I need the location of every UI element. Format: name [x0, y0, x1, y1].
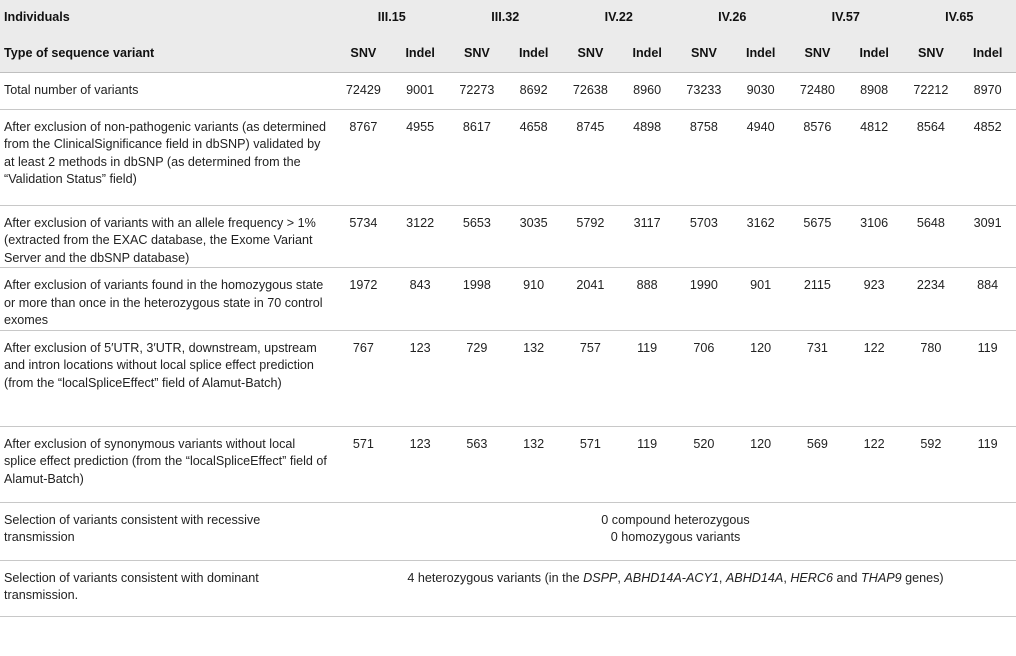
table-cell: 731 [789, 330, 846, 426]
table-cell: 8908 [846, 72, 903, 109]
table-row [0, 426, 1016, 502]
gene-name: ABHD14A [725, 570, 784, 585]
table-cell: 888 [619, 268, 676, 331]
table-cell: 122 [846, 426, 903, 502]
table-cell: 884 [959, 268, 1016, 331]
individual-header: III.15 [377, 10, 406, 25]
table-cell: 3106 [846, 205, 903, 268]
row-label: After exclusion of variants found in the homozygous state or more than once in the heterozygous state in 70 control exomes [0, 268, 335, 331]
table-cell: 8767 [335, 109, 392, 205]
table-cell: 3117 [619, 205, 676, 268]
table-cell: 122 [846, 330, 903, 426]
table-cell: 2041 [562, 268, 619, 331]
table-row [0, 72, 1016, 109]
table-cell: 8758 [676, 109, 733, 205]
table-cell: 4658 [505, 109, 562, 205]
table-cell: 3035 [505, 205, 562, 268]
table-cell: 4955 [392, 109, 449, 205]
table-cell: 923 [846, 268, 903, 331]
snv-header: SNV [917, 46, 944, 60]
table-cell: 72273 [449, 72, 506, 109]
table-cell: 2115 [789, 268, 846, 331]
dominant-suffix: genes) [901, 570, 944, 585]
table-cell: 8564 [903, 109, 960, 205]
table-cell: 767 [335, 330, 392, 426]
table-cell: 569 [789, 426, 846, 502]
separator: , [718, 570, 726, 585]
table-cell: 123 [392, 330, 449, 426]
table-cell: 910 [505, 268, 562, 331]
table-row-recessive [0, 502, 1016, 560]
gene-name: ABHD14A-ACY1 [624, 570, 719, 585]
individual-header: IV.65 [945, 10, 974, 25]
recessive-result [335, 502, 1016, 560]
snv-header: SNV [804, 46, 831, 60]
table-cell: 8970 [959, 72, 1016, 109]
table-cell: 72429 [335, 72, 392, 109]
row-label: Selection of variants consistent with dominant transmission. [0, 560, 335, 616]
dominant-prefix: 4 heterozygous variants (in the [407, 570, 584, 585]
individual-header: IV.26 [718, 10, 747, 25]
snv-header: SNV [577, 46, 604, 60]
indel-header: Indel [632, 46, 662, 60]
table-cell: 9030 [732, 72, 789, 109]
table-cell: 8692 [505, 72, 562, 109]
table-cell: 780 [903, 330, 960, 426]
table-row [0, 109, 1016, 205]
separator: , [783, 570, 791, 585]
table-cell: 843 [392, 268, 449, 331]
table-cell: 120 [732, 426, 789, 502]
table-cell: 9001 [392, 72, 449, 109]
table-row [0, 268, 1016, 331]
row-label: After exclusion of variants with an allele frequency > 1% (extracted from the EXAC database, the Exome Variant Server and the dbSNP database) [0, 205, 335, 268]
table-cell: 3162 [732, 205, 789, 268]
header-row-variant-type [0, 36, 1016, 72]
table-cell: 592 [903, 426, 960, 502]
table-cell: 73233 [676, 72, 733, 109]
table-cell: 72212 [903, 72, 960, 109]
table-cell: 5648 [903, 205, 960, 268]
row-label: After exclusion of 5′UTR, 3′UTR, downstream, upstream and intron locations without local splice effect prediction (from the “localSpliceEffect” field of Alamut-Batch) [0, 330, 335, 426]
table-cell: 563 [449, 426, 506, 502]
gene-name: HERC6 [790, 570, 834, 585]
table-cell: 1990 [676, 268, 733, 331]
row-label: After exclusion of non-pathogenic variants (as determined from the ClinicalSignificance field in dbSNP) validated by at least 2 methods in dbSNP (as determined from the “Validation Status” field) [0, 109, 335, 205]
table-cell: 4812 [846, 109, 903, 205]
snv-header: SNV [463, 46, 490, 60]
separator: , [617, 570, 625, 585]
separator: and [833, 570, 862, 585]
table-cell: 5653 [449, 205, 506, 268]
gene-name: THAP9 [861, 570, 902, 585]
table-cell: 4898 [619, 109, 676, 205]
table-cell: 571 [335, 426, 392, 502]
table-cell: 4852 [959, 109, 1016, 205]
table-cell: 120 [732, 330, 789, 426]
table-cell: 706 [676, 330, 733, 426]
table-cell: 571 [562, 426, 619, 502]
table-cell: 8960 [619, 72, 676, 109]
table-cell: 520 [676, 426, 733, 502]
table-cell: 8745 [562, 109, 619, 205]
indel-header: Indel [745, 46, 776, 60]
table-cell: 729 [449, 330, 506, 426]
table-cell: 72480 [789, 72, 846, 109]
table-cell: 901 [732, 268, 789, 331]
table-cell: 1998 [449, 268, 506, 331]
gene-name: DSPP [583, 570, 618, 585]
table-cell: 8617 [449, 109, 506, 205]
table-cell: 119 [619, 330, 676, 426]
recessive-line-compound: 0 compound heterozygous [601, 512, 750, 527]
recessive-line-homozygous: 0 homozygous variants [610, 530, 741, 544]
table-cell: 5734 [335, 205, 392, 268]
row-label: After exclusion of synonymous variants without local splice effect prediction (from the “localSpliceEffect” field of Alamut-Batch) [0, 426, 335, 502]
individuals-label: Individuals [4, 10, 70, 25]
table-cell: 1972 [335, 268, 392, 331]
table-cell: 5792 [562, 205, 619, 268]
table-cell: 5703 [676, 205, 733, 268]
individual-header: IV.57 [831, 10, 860, 25]
table-row [0, 205, 1016, 268]
indel-header: Indel [405, 46, 435, 60]
type-label: Type of sequence variant [4, 46, 155, 60]
table-cell: 132 [505, 330, 562, 426]
table-cell: 2234 [903, 268, 960, 331]
row-label: Total number of variants [0, 72, 335, 109]
table-cell: 3122 [392, 205, 449, 268]
table-cell: 8576 [789, 109, 846, 205]
table-cell: 4940 [732, 109, 789, 205]
row-label: Selection of variants consistent with recessive transmission [0, 502, 335, 560]
individual-header: IV.22 [604, 10, 633, 25]
table-cell: 72638 [562, 72, 619, 109]
individual-header: III.32 [491, 10, 520, 25]
table-cell: 123 [392, 426, 449, 502]
table-cell: 3091 [959, 205, 1016, 268]
indel-header: Indel [972, 46, 1003, 60]
table-cell: 132 [505, 426, 562, 502]
table-cell: 757 [562, 330, 619, 426]
snv-header: SNV [690, 46, 717, 60]
table-cell: 5675 [789, 205, 846, 268]
table-cell: 119 [619, 426, 676, 502]
dominant-result [335, 560, 1016, 616]
table-row [0, 330, 1016, 426]
table-cell: 119 [959, 426, 1016, 502]
snv-header: SNV [350, 46, 377, 60]
table-row-dominant [0, 560, 1016, 616]
table-cell: 119 [959, 330, 1016, 426]
header-row-individuals [0, 0, 1016, 36]
indel-header: Indel [859, 46, 889, 60]
indel-header: Indel [518, 46, 549, 60]
